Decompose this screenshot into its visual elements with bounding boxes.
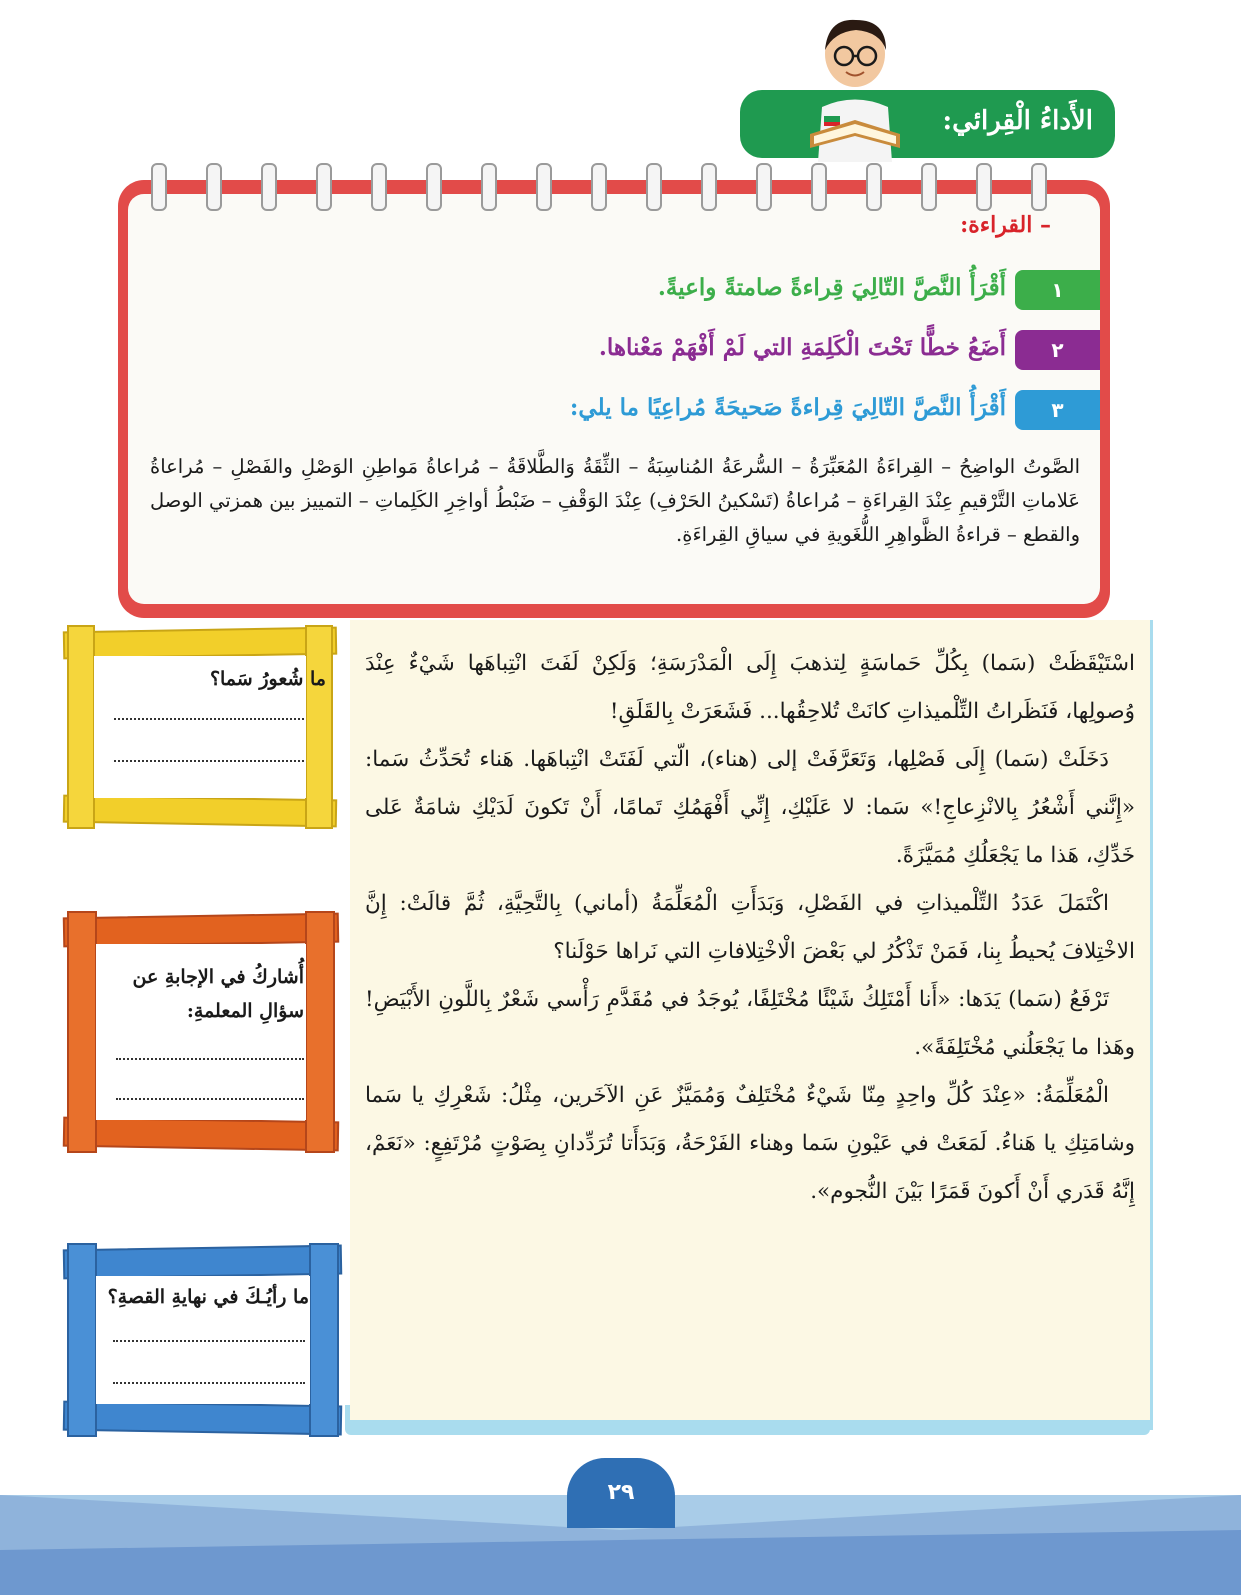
reading-label: – القراءة: [960,212,1051,238]
story-paragraph: الْمُعَلِّمَةُ: «عِنْدَ كُلِّ واحِدٍ مِنّا شَيْءٌ مُخْتَلِفٌ وَمُمَيَّزٌ عَنِ الآخَرين، مِثْلُ: شَعْرِكِ يا سَما وشامَتِكِ يا هَناءُ. لَمَعَتْ في عَيْونِ سَما وهناء الفَرْحَةُ، وَبَدَأَتا تُرَدِّدانِ بِصَوْتٍ مُرْتَفِعٍ: «نَعَمْ، إِنَّهُ قَدَري أَنْ أَكونَ قَمَرًا بَيْنَ النُّجوم». [365,1083,1135,1204]
story-paragraph: تَرْفَعُ (سَما) يَدَها: «أَنا أَمْتَلِكُ شَيْئًا مُخْتَلِفًا، يُوجَدُ في مُقَدَّمِ رَأْسي شَعْرٌ بِاللَّونِ الأَبْيَضِ! وهَذا ما يَجْعَلُني مُخْتَلِفَةً». [365,987,1135,1060]
question-text: أُشاركُ في الإجابةِ عن سؤالِ المعلمةِ: [132,966,304,1022]
step-text-1: أَقْرَأُ النَّصَّ التّالِيَ قِراءةً صامتةً واعيةً. [657,274,1006,301]
answer-line[interactable] [114,760,304,762]
story-text [365,640,1135,1216]
answer-line[interactable] [113,1340,305,1342]
step-badge-3: ٣ [1015,390,1100,430]
question-frame-1 [60,622,340,832]
step-badge-1: ١ [1015,270,1100,310]
step-text-3: أَقْرَأُ النَّصَّ التّالِيَ قِراءةً صَحيحَةً مُراعِيًا ما يلي: [569,394,1006,421]
step-text-2: أَضَعُ خطًّا تَحْتَ الْكَلِمَةِ التي لَمْ أَفْهَمْ مَعْناها. [598,334,1006,361]
step-badge-2: ٢ [1015,330,1100,370]
section-banner [740,90,1115,158]
reading-boy-illustration [800,12,910,162]
page-number: ٢٩ [567,1458,675,1528]
answer-line[interactable] [114,718,304,720]
question-text: ما شُعورُ سَما؟ [209,668,326,690]
story-paragraph: دَخَلَتْ (سَما) إِلَى فَصْلِها، وَتَعَرَّفَتْ إلى (هناء)، الّتي لَفَتَتْ انْتِباهَها. هَناء تُحَدِّثُ سَما: «إِنَّني أَشْعُرُ بِالانْزِعاجِ!» سَما: لا عَلَيْكِ، إِنِّي أَفْهَمُكِ تَمامًا، أَنْ تَكونَ لَدَيْكِ شامَةٌ عَلى خَدِّكِ، هَذا ما يَجْعَلُكِ مُمَيَّزَةً. [365,747,1135,868]
reading-criteria: الصَّوتُ الواضِحُ – القِراءَةُ المُعَبِّرَةُ – السُّرعَةُ المُناسِبَةُ – الثِّقَةُ وَالطَّلاقَةُ – مُراعاةُ مَواطِنِ الوَصْلِ والفَصْلِ – مُراعاةُ عَلاماتِ التَّرْقيمِ عِنْدَ القِراءَةِ – مُراعاةُ (تَسْكينُ الحَرْفِ) عِنْدَ الوَقْفِ – ضَبْطُ أواخِرِ الكَلِماتِ – التمييز بين همزتي الوصل والقطع – قراءةُ الظَّواهِرِ اللُّغَويةِ في سياقِ القِراءَةِ. [150,455,1080,546]
answer-line[interactable] [116,1098,304,1100]
answer-line[interactable] [116,1058,304,1060]
question-frame-2 [60,908,342,1156]
answer-line[interactable] [113,1382,305,1384]
spiral-binding [150,160,1070,215]
question-frame-3 [60,1240,345,1440]
story-paragraph: اكْتَمَلَ عَدَدُ التِّلْميذاتِ في الفَصْلِ، وَبَدَأَتِ الْمُعَلِّمَةُ (أماني) بِالتَّحِيَّةِ، ثُمَّ قالَتْ: إِنَّ الاخْتِلافَ يُحيطُ بِنا، فَمَنْ تَذْكُرُ لي بَعْضَ الْاخْتِلافاتِ التي نَراها حَوْلَنا؟ [365,891,1135,964]
story-paragraph: اسْتَيْقَظَتْ (سَما) بِكُلِّ حَماسَةٍ لِتذهبَ إِلَى الْمَدْرَسَةِ؛ وَلَكِنْ لَفَتَ انْتِباهَها شَيْءٌ عِنْدَ وُصولِها، فَنَظَراتُ التِّلْميذاتِ كانَتْ تُلاحِقُها... فَشَعَرَتْ بِالقَلَقِ! [365,651,1135,724]
question-text: ما رأيُـكَ في نهايةِ القصةِ؟ [107,1286,309,1308]
section-title: الأَداءُ الْقِرائي: [942,106,1093,136]
